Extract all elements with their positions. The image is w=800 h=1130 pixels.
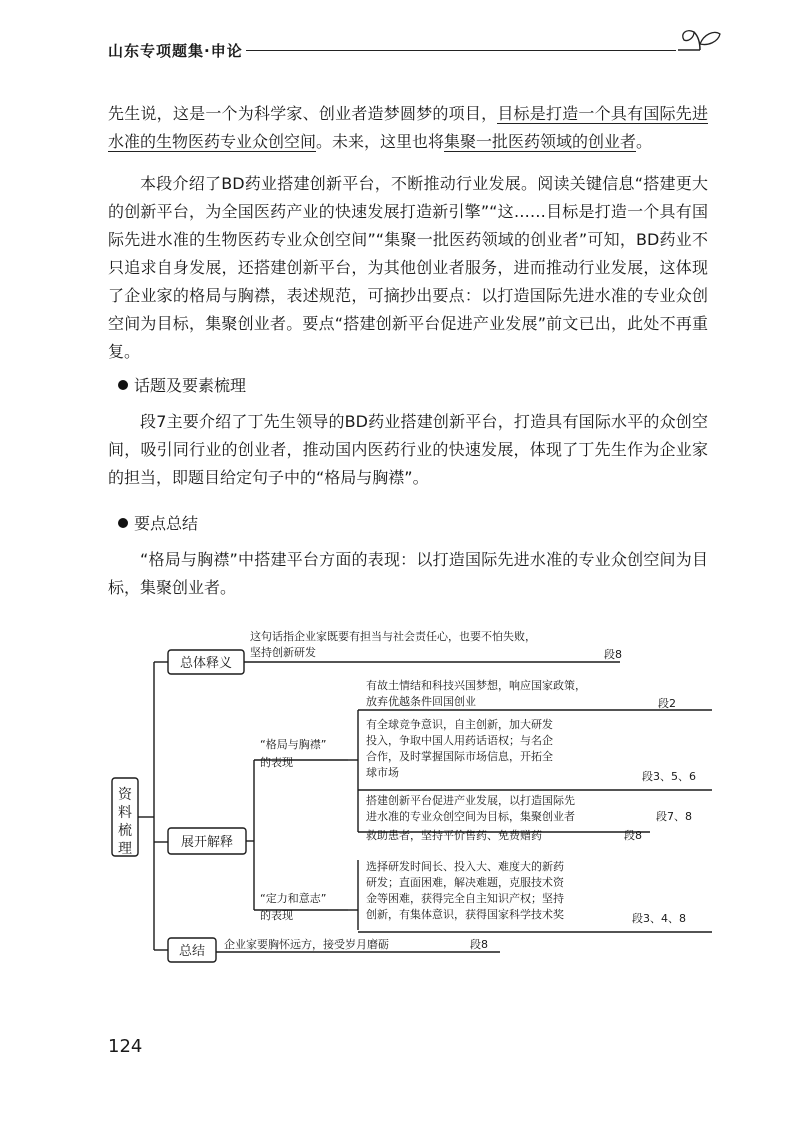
leaf-text-line: 投入，争取中国人用药话语权；与名企 — [366, 734, 553, 747]
mindmap-root-char: 梳 — [118, 823, 132, 839]
leaf-text-line: 选择研发时间长、投入大、难度大的新药 — [366, 860, 564, 873]
leaf-ref: 段3、4、8 — [632, 912, 686, 925]
bullet-topic-heading — [118, 372, 246, 400]
paragraph-1-text: 先生说，这是一个为科学家、创业者造梦圆梦的项目， — [108, 104, 498, 123]
mindmap-root-char: 资 — [118, 787, 132, 803]
summary-ref: 段8 — [470, 938, 488, 951]
bullet-topic-label: 话题及要素梳理 — [134, 376, 247, 395]
paragraph-1-end: 。 — [636, 132, 653, 151]
leaf-ref: 段2 — [658, 697, 676, 710]
paragraph-1 — [108, 100, 708, 156]
leaf-text-line: 研发；直面困难，解决难题，克服技术资 — [366, 876, 564, 889]
underlined-gather: 集聚一批医药领域的创业者 — [444, 132, 637, 151]
sprout-icon — [674, 24, 726, 60]
paragraph-3: 段7主要介绍了丁先生领导的BD药业搭建创新平台，打造具有国际水平的众创空间，吸引同行业的创业者，推动国内医药行业的快速发展，体现了丁先生作为企业家的担当，即题目给定句子中的“格局与胸襟”。 — [108, 412, 708, 487]
header-rule — [246, 50, 676, 51]
bullet-dot-icon — [118, 518, 128, 528]
sub2-label: “定力和意志” — [260, 892, 327, 905]
summary-text: 企业家要胸怀远方，接受岁月磨砺 — [224, 938, 389, 951]
leaf-text-line: 有故土情结和科技兴国梦想，响应国家政策， — [366, 679, 586, 692]
leaf-text-line: 球市场 — [366, 766, 399, 779]
leaf-text-line: 合作，及时掌握国际市场信息，开拓全 — [366, 750, 553, 763]
leaf-text-line: 进水准的专业众创空间为目标，集聚创业者 — [366, 810, 575, 823]
leaf-text-line: 有全球竞争意识，自主创新，加大研发 — [366, 718, 553, 731]
bullet-summary-heading — [118, 510, 198, 538]
leaf-ref: 段7、8 — [656, 810, 692, 823]
mind-map — [100, 620, 720, 980]
leaf-ref: 段8 — [624, 829, 642, 842]
mindmap-node-overall: 总体释义 — [179, 656, 233, 671]
running-header-title: 山东专项题集·申论 — [108, 42, 243, 60]
sub1-label: 的表现 — [260, 756, 293, 769]
overall-text-line: 坚持创新研发 — [250, 646, 316, 659]
sub2-label: 的表现 — [260, 909, 293, 922]
leaf-text-line: 救助患者，坚持平价售药、免费赠药 — [366, 829, 542, 842]
leaf-text-line: 金等困难，获得完全自主知识产权；坚持 — [366, 892, 564, 905]
mindmap-root-char: 理 — [118, 841, 132, 857]
leaf-text-line: 搭建创新平台促进产业发展，以打造国际先 — [366, 794, 575, 807]
leaf-text-line: 放弃优越条件回国创业 — [366, 695, 476, 708]
mindmap-node-expand: 展开解释 — [180, 835, 234, 850]
bullet-dot-icon — [118, 380, 128, 390]
mindmap-node-summary: 总结 — [178, 944, 206, 959]
bullet-summary-label: 要点总结 — [134, 514, 199, 533]
mindmap-root-char: 料 — [118, 805, 132, 821]
underlined-goal: 目标是打造一个具有国际先进水准的生物医药专业众创空间 — [108, 104, 708, 151]
paragraph-1-text-mid: 。未来，这里也将 — [316, 132, 445, 151]
page-number: 124 — [108, 1036, 143, 1057]
paragraph-2: 本段介绍了BD药业搭建创新平台，不断推动行业发展。阅读关键信息“搭建更大的创新平台，为全国医药产业的快速发展打造新引擎”“这……目标是打造一个具有国际先进水准的生物医药专业众创空间”“集聚一批医药领域的创业者”可知，BD药业不只追求自身发展，还搭建创新平台，为其他创业者服务，进而推动行业发展，这体现了企业家的格局与胸襟，表述规范，可摘抄出要点：以打造国际先进水准的专业众创空间为目标，集聚创业者。要点“搭建创新平台促进产业发展”前文已出，此处不再重复。 — [108, 174, 708, 361]
paragraph-4: “格局与胸襟”中搭建平台方面的表现：以打造国际先进水准的专业众创空间为目标，集聚创业者。 — [108, 550, 708, 597]
overall-ref: 段8 — [604, 648, 622, 661]
leaf-text-line: 创新，有集体意识，获得国家科学技术奖 — [366, 908, 564, 921]
leaf-ref: 段3、5、6 — [642, 770, 696, 783]
overall-text-line: 这句话指企业家既要有担当与社会责任心，也要不怕失败， — [250, 630, 536, 643]
sub1-label: “格局与胸襟” — [260, 738, 327, 751]
